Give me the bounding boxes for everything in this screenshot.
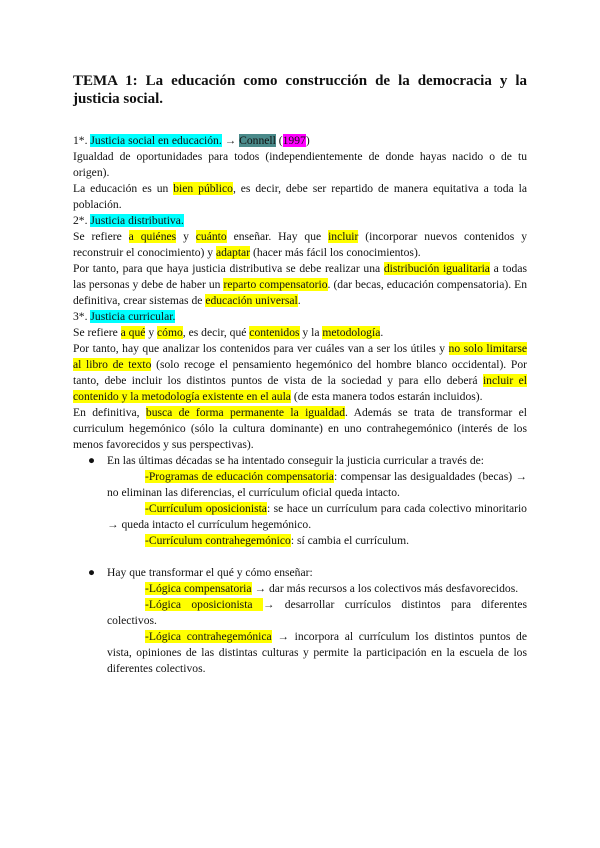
highlight: -Lógica contrahegemónica	[145, 630, 272, 643]
bullet-list-logics	[73, 565, 527, 677]
arrow: →	[221, 134, 240, 147]
text: En definitiva,	[73, 406, 146, 419]
text: . Además se trata de transformar el curriculum hegemónico (sólo la cultura dominante) en uno contrahegemónico (interés de los menos favorecidos y sus perspectivas).	[73, 406, 527, 451]
text: (hacer más fácil los conocimientos).	[250, 246, 421, 259]
sub-item-compensatory-logic	[107, 581, 527, 597]
text: → incorpora al currículum los distintos puntos de vista, opiniones de las distintas culturas y permite la participación en la escuela de los diferentes colectivos.	[107, 630, 527, 675]
document-body	[73, 72, 527, 677]
highlight: -Programas de educación compensatoria	[145, 470, 334, 483]
sub-item-counterhegemonic-logic	[107, 629, 527, 677]
highlight: incluir el contenido y la metodología existente en el aula	[73, 374, 527, 403]
author-name: Connell	[239, 134, 276, 147]
highlight: cómo	[157, 326, 183, 339]
section-1-number: 1*.	[73, 134, 91, 147]
text: → desarrollar currículos distintos para diferentes colectivos.	[107, 598, 528, 627]
highlight: -Lógica oposicionista	[145, 598, 263, 611]
highlight: a quiénes	[128, 230, 177, 243]
highlight: a qué	[120, 326, 146, 339]
highlight: incluir	[328, 230, 359, 243]
spacer	[73, 549, 527, 565]
text: y	[145, 326, 158, 339]
author-year: 1997	[282, 134, 306, 147]
highlight: educación universal	[205, 294, 298, 307]
bullet-icon: ●	[88, 454, 96, 467]
text: .	[297, 294, 301, 307]
paren-close: )	[305, 134, 310, 147]
text: , es decir, qué	[182, 326, 250, 339]
highlight: cuánto	[195, 230, 227, 243]
section-3-number: 3*.	[73, 310, 91, 323]
text: La educación es un	[73, 182, 174, 195]
text: Se refiere	[73, 230, 129, 243]
paragraph-curricular-analysis	[73, 341, 527, 405]
text: , es decir, debe ser repartido de manera equitativa a toda la población.	[73, 182, 527, 211]
text: Por tanto, para que haya justicia distributiva se debe realizar una	[73, 262, 384, 275]
paren-open: (	[275, 134, 283, 147]
paragraph-distributive-conclusion	[73, 261, 527, 309]
paragraph-curricular-conclusion	[73, 405, 527, 453]
highlight: adaptar	[215, 246, 251, 259]
section-1-heading	[73, 133, 527, 149]
text: (de esta manera todos estarán incluidos).	[290, 390, 483, 403]
text: enseñar. Hay que	[226, 230, 329, 243]
text: → dar más recursos a los colectivos más desfavorecidos.	[251, 582, 519, 595]
text: (solo recoge el pensamiento hegemónico del hombre blanco occidental). Por tanto, debe incluir los distintos puntos de vista de la sociedad y para ello deberá	[73, 358, 527, 387]
paragraph-curricular-def	[73, 325, 527, 341]
highlight: bien público	[173, 182, 233, 195]
sub-item-counterhegemonic-curriculum	[107, 533, 527, 549]
highlight: distribución igualitaria	[383, 262, 490, 275]
text: . (dar becas, educación compensatoria). En definitiva, crear sistemas de	[73, 278, 528, 307]
text: : compensar las desigualdades (becas) → no eliminan las diferencias, el currículum oficial queda intacto.	[107, 470, 527, 499]
highlight: reparto compensatorio	[223, 278, 328, 291]
highlight: -Currículum oposicionista	[145, 502, 267, 515]
sub-item-compensatory-programs	[107, 469, 527, 501]
section-3-title: Justicia curricular.	[90, 310, 176, 323]
text: : sí cambia el currículum.	[290, 534, 409, 547]
sub-item-oppositional-curriculum	[107, 501, 527, 533]
text: y	[176, 230, 196, 243]
highlight: -Currículum contrahegemónico	[145, 534, 291, 547]
text: .	[380, 326, 384, 339]
paragraph-public-good	[73, 181, 527, 213]
bullet-item-logics	[73, 565, 527, 677]
highlight: contenidos	[249, 326, 300, 339]
section-1-title: Justicia social en educación.	[90, 134, 222, 147]
section-3-heading	[73, 309, 527, 325]
text: y la	[299, 326, 323, 339]
highlight: no solo limitarse al libro de texto	[73, 342, 527, 371]
text: a todas las personas y debe de haber un	[73, 262, 527, 291]
paragraph-equality: Igualdad de oportunidades para todos (independientemente de donde hayas nacido o de tu origen).	[73, 150, 527, 179]
document-title: TEMA 1: La educación como construcción de la democracia y la justicia social.	[73, 73, 527, 107]
text: Por tanto, hay que analizar los contenidos para ver cuáles van a ser los útiles y	[73, 342, 449, 355]
text: (incorporar nuevos contenidos y reconstruir el conocimiento) y	[73, 230, 527, 259]
paragraph-distributive-def	[73, 229, 527, 261]
bullet-list-approaches	[73, 453, 527, 549]
section-2-heading	[73, 213, 527, 229]
text: Se refiere	[73, 326, 121, 339]
sub-item-oppositional-logic	[107, 597, 527, 629]
bullet-text: En las últimas décadas se ha intentado conseguir la justicia curricular a través de:	[107, 454, 484, 467]
bullet-text: Hay que transformar el qué y cómo enseñar:	[107, 566, 313, 579]
highlight: metodología	[322, 326, 381, 339]
highlight: busca de forma permanente la igualdad	[145, 406, 346, 419]
section-2-number: 2*.	[73, 214, 91, 227]
highlight: -Lógica compensatoria	[145, 582, 252, 595]
bullet-icon: ●	[88, 566, 96, 579]
section-2-title: Justicia distributiva.	[90, 214, 184, 227]
bullet-item-approaches	[73, 453, 527, 549]
text: : se hace un currículum para cada colectivo minoritario → queda intacto el currículum hegemónico.	[107, 502, 527, 531]
